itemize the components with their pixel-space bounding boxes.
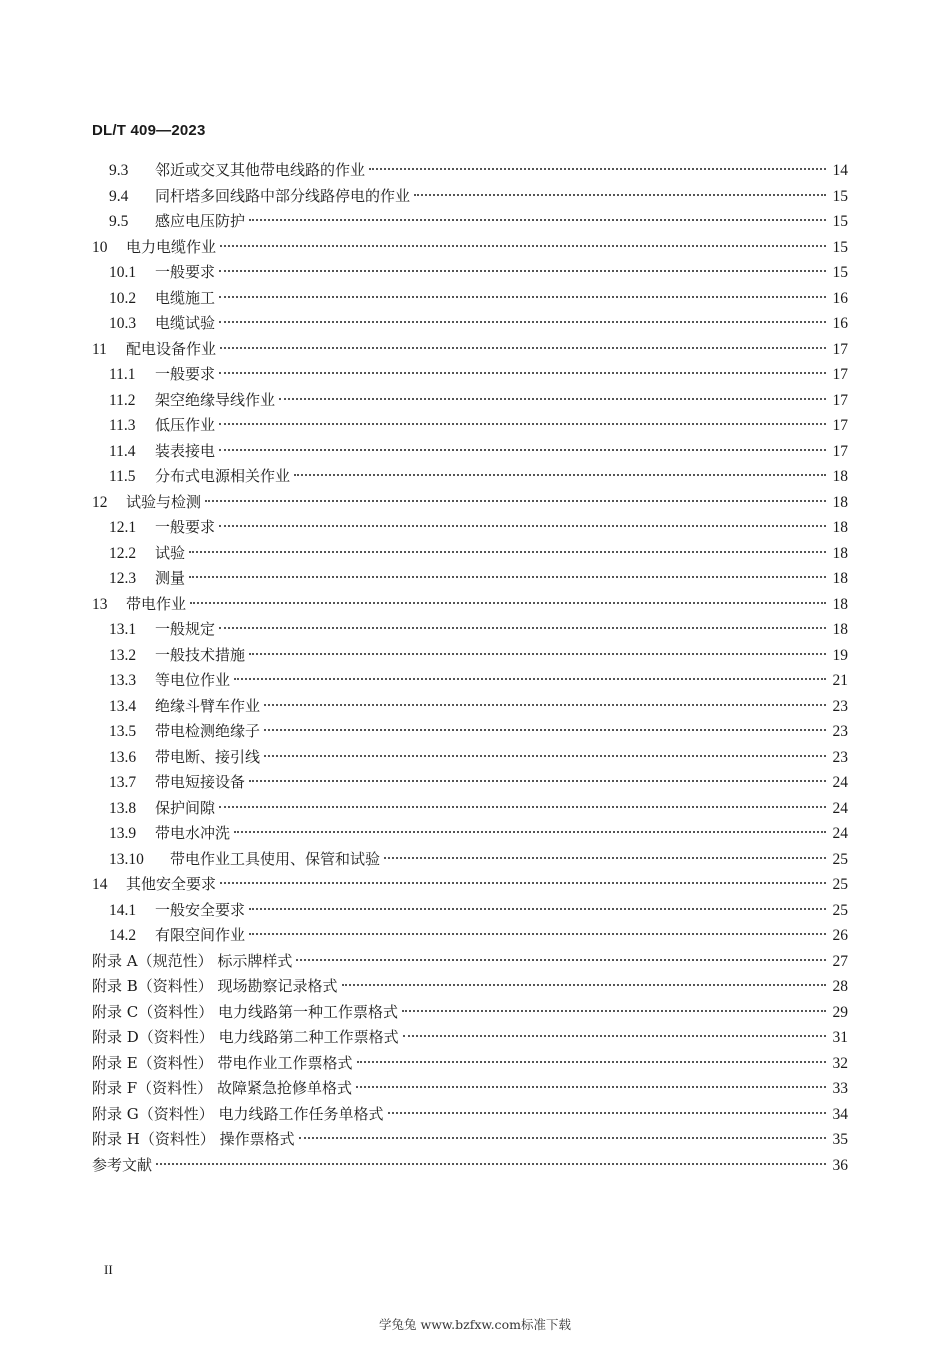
toc-appendix-entry[interactable] bbox=[92, 1127, 848, 1153]
toc-entry-title: 装表接电 bbox=[155, 441, 216, 460]
toc-section-entry[interactable] bbox=[92, 439, 848, 465]
toc-entry-title: 一般规定 bbox=[155, 620, 216, 638]
toc-dot-leader bbox=[234, 678, 826, 680]
toc-entry-number: 10 bbox=[92, 238, 108, 256]
toc-section-entry[interactable] bbox=[92, 515, 848, 541]
toc-entry-number: 13.1 bbox=[109, 621, 137, 638]
toc-entry-page: 17 bbox=[832, 366, 848, 383]
toc-entry-title: 一般要求 bbox=[155, 263, 216, 281]
toc-entry-page: 15 bbox=[832, 264, 848, 281]
toc-section-entry[interactable] bbox=[92, 184, 848, 210]
toc-section-entry[interactable] bbox=[92, 796, 848, 822]
toc-entry-number: 10.2 bbox=[109, 289, 137, 307]
toc-entry-title: 同杆塔多回线路中部分线路停电的作业 bbox=[155, 186, 411, 205]
toc-entry-page: 32 bbox=[832, 1054, 848, 1072]
toc-dot-leader bbox=[205, 500, 826, 502]
toc-entry-page: 18 bbox=[832, 595, 848, 613]
toc-entry-title: 带电短接设备 bbox=[155, 773, 246, 791]
toc-entry-number: 12 bbox=[92, 493, 108, 511]
toc-entry-title: 配电设备作业 bbox=[126, 339, 217, 358]
toc-dot-leader bbox=[369, 168, 826, 170]
toc-dot-leader bbox=[264, 755, 826, 757]
toc-entry-title: 附录 G（资料性） 电力线路工作任务单格式 bbox=[92, 1104, 384, 1123]
toc-dot-leader bbox=[219, 270, 826, 272]
toc-entry-number: 13.2 bbox=[109, 646, 137, 664]
toc-entry-page: 21 bbox=[832, 672, 848, 689]
toc-entry-title: 带电作业工具使用、保管和试验 bbox=[170, 849, 381, 868]
toc-entry-page: 18 bbox=[832, 621, 848, 638]
toc-section-entry[interactable] bbox=[92, 923, 848, 949]
toc-dot-leader bbox=[249, 908, 826, 910]
toc-entry-number: 14.1 bbox=[109, 901, 137, 919]
toc-section-entry[interactable] bbox=[92, 821, 848, 847]
toc-entry-page: 34 bbox=[832, 1105, 848, 1123]
toc-dot-leader bbox=[249, 780, 826, 782]
toc-dot-leader bbox=[156, 1163, 826, 1165]
toc-entry-number: 10.3 bbox=[109, 315, 137, 332]
toc-entry-title: 附录 D（资料性） 电力线路第二种工作票格式 bbox=[92, 1028, 399, 1046]
toc-entry-page: 29 bbox=[832, 1003, 848, 1021]
toc-entry-title: 一般安全要求 bbox=[155, 900, 246, 919]
toc-entry-title: 电缆试验 bbox=[155, 314, 216, 332]
toc-entry-page: 18 bbox=[832, 570, 848, 587]
toc-entry-number: 11.5 bbox=[109, 468, 136, 485]
toc-section-entry[interactable] bbox=[92, 694, 848, 720]
toc-dot-leader bbox=[189, 576, 826, 578]
toc-entry-number: 12.1 bbox=[109, 519, 137, 536]
toc-chapter-entry[interactable] bbox=[92, 592, 848, 618]
toc-entry-number: 9.3 bbox=[109, 162, 129, 179]
toc-section-entry[interactable] bbox=[92, 260, 848, 286]
toc-entry-page: 17 bbox=[832, 442, 848, 460]
toc-entry-page: 25 bbox=[832, 850, 848, 868]
toc-section-entry[interactable] bbox=[92, 643, 848, 669]
toc-section-entry[interactable] bbox=[92, 566, 848, 592]
toc-entry-title: 带电检测绝缘子 bbox=[155, 722, 261, 740]
toc-entry-number: 13.10 bbox=[109, 850, 144, 868]
toc-dot-leader bbox=[219, 296, 826, 298]
toc-entry-page: 35 bbox=[832, 1131, 848, 1148]
toc-entry-title: 分布式电源相关作业 bbox=[155, 467, 291, 485]
toc-section-entry[interactable] bbox=[92, 311, 848, 337]
toc-chapter-entry[interactable] bbox=[92, 337, 848, 363]
toc-entry-page: 19 bbox=[832, 646, 848, 664]
toc-dot-leader bbox=[264, 704, 826, 706]
toc-entry-page: 31 bbox=[832, 1029, 848, 1046]
toc-dot-leader bbox=[220, 882, 826, 884]
toc-entry-page: 17 bbox=[832, 417, 848, 434]
page-number: II bbox=[104, 1262, 113, 1277]
toc-entry-number: 13 bbox=[92, 595, 108, 613]
toc-entry-title: 有限空间作业 bbox=[155, 926, 246, 944]
toc-dot-leader bbox=[294, 474, 826, 476]
toc-dot-leader bbox=[249, 219, 826, 221]
toc-entry-title: 电力电缆作业 bbox=[126, 237, 217, 256]
toc-dot-leader bbox=[384, 857, 826, 859]
toc-section-entry[interactable] bbox=[92, 464, 848, 490]
toc-entry-page: 24 bbox=[832, 774, 848, 791]
toc-entry-page: 28 bbox=[832, 978, 848, 995]
toc-dot-leader bbox=[234, 831, 826, 833]
toc-entry-title: 低压作业 bbox=[155, 416, 216, 434]
toc-chapter-entry[interactable] bbox=[92, 490, 848, 516]
toc-entry-number: 12.3 bbox=[109, 570, 137, 587]
toc-entry-page: 33 bbox=[832, 1080, 848, 1097]
toc-entry-number: 11.4 bbox=[109, 442, 136, 460]
toc-entry-title: 附录 B（资料性） 现场勘察记录格式 bbox=[92, 977, 338, 995]
toc-dot-leader bbox=[219, 806, 826, 808]
document-code: DL/T 409—2023 bbox=[92, 122, 206, 139]
toc-entry-title: 其他安全要求 bbox=[126, 875, 217, 893]
toc-entry-page: 15 bbox=[832, 238, 848, 256]
toc-entry-page: 16 bbox=[832, 289, 848, 307]
toc-dot-leader bbox=[219, 525, 826, 527]
toc-entry-page: 17 bbox=[832, 391, 848, 409]
toc-entry-title: 附录 H（资料性） 操作票格式 bbox=[92, 1130, 295, 1148]
toc-dot-leader bbox=[220, 245, 826, 247]
toc-entry-title: 带电作业 bbox=[126, 594, 187, 613]
toc-dot-leader bbox=[219, 627, 826, 629]
toc-entry-page: 15 bbox=[832, 187, 848, 205]
toc-section-entry[interactable] bbox=[92, 719, 848, 745]
toc-entry-page: 17 bbox=[832, 340, 848, 358]
toc-section-entry[interactable] bbox=[92, 668, 848, 694]
toc-chapter-entry[interactable] bbox=[92, 235, 848, 261]
toc-entry-title: 一般要求 bbox=[155, 365, 216, 383]
toc-appendix-entry[interactable] bbox=[92, 974, 848, 1000]
toc-dot-leader bbox=[296, 959, 826, 961]
toc-entry-page: 18 bbox=[832, 544, 848, 562]
toc-section-entry[interactable] bbox=[92, 413, 848, 439]
toc-entry-title: 附录 F（资料性） 故障紧急抢修单格式 bbox=[92, 1079, 352, 1097]
toc-dot-leader bbox=[219, 321, 826, 323]
toc-section-entry[interactable] bbox=[92, 541, 848, 567]
table-of-contents bbox=[92, 158, 848, 1178]
toc-entry-title: 试验与检测 bbox=[126, 492, 202, 511]
toc-dot-leader bbox=[249, 933, 826, 935]
toc-entry-number: 11.1 bbox=[109, 366, 136, 383]
toc-dot-leader bbox=[279, 398, 826, 400]
toc-chapter-entry[interactable] bbox=[92, 872, 848, 898]
toc-entry-title: 保护间隙 bbox=[155, 798, 216, 817]
toc-dot-leader bbox=[249, 653, 826, 655]
toc-entry-page: 16 bbox=[832, 315, 848, 332]
toc-entry-page: 24 bbox=[832, 825, 848, 842]
toc-dot-leader bbox=[299, 1137, 826, 1139]
toc-dot-leader bbox=[357, 1061, 827, 1063]
toc-entry-title: 测量 bbox=[155, 569, 186, 587]
toc-dot-leader bbox=[189, 551, 826, 553]
watermark-text: 学兔兔 www.bzfxw.com标准下载 bbox=[379, 1317, 571, 1332]
toc-entry-title: 邻近或交叉其他带电线路的作业 bbox=[155, 161, 366, 179]
toc-appendix-entry[interactable] bbox=[92, 1153, 848, 1179]
toc-dot-leader bbox=[190, 602, 826, 604]
toc-entry-page: 36 bbox=[832, 1156, 848, 1174]
toc-section-entry[interactable] bbox=[92, 898, 848, 924]
toc-appendix-entry[interactable] bbox=[92, 1000, 848, 1026]
toc-entry-title: 附录 A（规范性） 标示牌样式 bbox=[92, 951, 293, 970]
toc-dot-leader bbox=[220, 347, 826, 349]
toc-appendix-entry[interactable] bbox=[92, 949, 848, 975]
toc-entry-number: 9.5 bbox=[109, 213, 129, 230]
toc-section-entry[interactable] bbox=[92, 388, 848, 414]
toc-entry-title: 一般要求 bbox=[155, 518, 216, 536]
toc-dot-leader bbox=[219, 423, 826, 425]
toc-entry-number: 12.2 bbox=[109, 544, 137, 562]
toc-entry-number: 13.7 bbox=[109, 774, 137, 791]
toc-entry-title: 等电位作业 bbox=[155, 671, 231, 689]
toc-entry-title: 一般技术措施 bbox=[155, 645, 246, 664]
toc-entry-title: 带电断、接引线 bbox=[155, 747, 261, 766]
toc-dot-leader bbox=[264, 729, 826, 731]
toc-section-entry[interactable] bbox=[92, 847, 848, 873]
toc-section-entry[interactable] bbox=[92, 158, 848, 184]
toc-dot-leader bbox=[414, 194, 826, 196]
toc-entry-title: 试验 bbox=[155, 543, 186, 562]
toc-entry-page: 23 bbox=[832, 697, 848, 715]
toc-entry-number: 10.1 bbox=[109, 264, 137, 281]
toc-dot-leader bbox=[388, 1112, 826, 1114]
toc-entry-title: 感应电压防护 bbox=[155, 212, 246, 230]
toc-entry-page: 25 bbox=[832, 876, 848, 893]
toc-entry-title: 附录 E（资料性） 带电作业工作票格式 bbox=[92, 1053, 353, 1072]
toc-entry-title: 绝缘斗臂车作业 bbox=[155, 696, 261, 715]
toc-dot-leader bbox=[219, 372, 826, 374]
toc-entry-title: 附录 C（资料性） 电力线路第一种工作票格式 bbox=[92, 1002, 399, 1021]
toc-section-entry[interactable] bbox=[92, 209, 848, 235]
toc-entry-title: 参考文献 bbox=[92, 1155, 153, 1174]
toc-dot-leader bbox=[402, 1010, 826, 1012]
toc-entry-number: 11 bbox=[92, 340, 107, 358]
toc-appendix-entry[interactable] bbox=[92, 1025, 848, 1051]
toc-entry-page: 23 bbox=[832, 748, 848, 766]
toc-dot-leader bbox=[356, 1086, 826, 1088]
toc-entry-page: 14 bbox=[832, 162, 848, 179]
toc-entry-number: 11.2 bbox=[109, 391, 136, 409]
toc-section-entry[interactable] bbox=[92, 362, 848, 388]
toc-entry-number: 13.4 bbox=[109, 697, 137, 715]
toc-entry-page: 15 bbox=[832, 213, 848, 230]
toc-entry-number: 13.5 bbox=[109, 723, 137, 740]
toc-appendix-entry[interactable] bbox=[92, 1076, 848, 1102]
toc-entry-page: 24 bbox=[832, 799, 848, 817]
toc-entry-title: 电缆施工 bbox=[155, 288, 216, 307]
toc-entry-number: 14 bbox=[92, 876, 108, 893]
toc-entry-page: 18 bbox=[832, 468, 848, 485]
toc-entry-page: 27 bbox=[832, 952, 848, 970]
toc-entry-number: 13.9 bbox=[109, 825, 137, 842]
toc-section-entry[interactable] bbox=[92, 286, 848, 312]
toc-entry-title: 架空绝缘导线作业 bbox=[155, 390, 276, 409]
toc-entry-page: 23 bbox=[832, 723, 848, 740]
toc-entry-page: 25 bbox=[832, 901, 848, 919]
toc-dot-leader bbox=[342, 984, 826, 986]
toc-entry-title: 带电水冲洗 bbox=[155, 824, 231, 842]
toc-entry-page: 18 bbox=[832, 493, 848, 511]
toc-entry-page: 26 bbox=[832, 927, 848, 944]
toc-entry-number: 13.3 bbox=[109, 672, 137, 689]
toc-entry-number: 13.6 bbox=[109, 748, 137, 766]
toc-appendix-entry[interactable] bbox=[92, 1102, 848, 1128]
toc-section-entry[interactable] bbox=[92, 770, 848, 796]
toc-appendix-entry[interactable] bbox=[92, 1051, 848, 1077]
toc-dot-leader bbox=[403, 1035, 826, 1037]
toc-section-entry[interactable] bbox=[92, 745, 848, 771]
toc-entry-number: 9.4 bbox=[109, 187, 129, 205]
toc-dot-leader bbox=[219, 449, 826, 451]
toc-section-entry[interactable] bbox=[92, 617, 848, 643]
toc-entry-number: 11.3 bbox=[109, 417, 136, 434]
toc-entry-number: 13.8 bbox=[109, 799, 137, 817]
toc-entry-number: 14.2 bbox=[109, 927, 137, 944]
toc-entry-page: 18 bbox=[832, 519, 848, 536]
